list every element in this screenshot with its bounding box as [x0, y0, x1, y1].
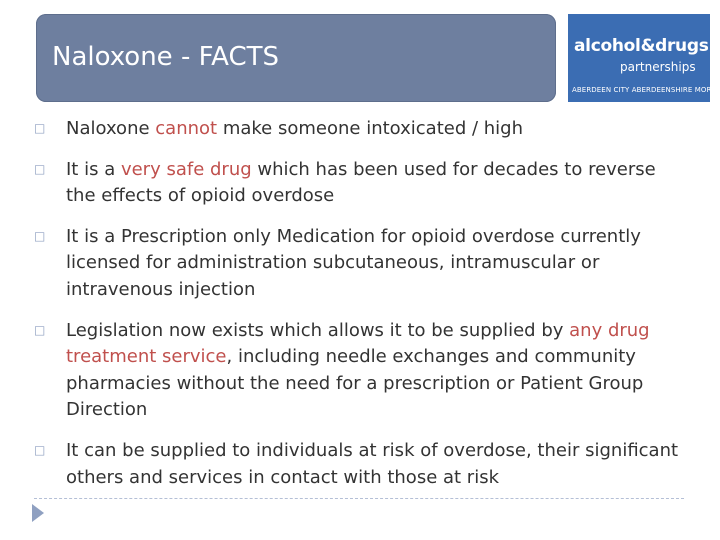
logo-sub-text: partnerships: [620, 60, 696, 74]
bullet-text: It is a: [66, 158, 121, 180]
slide-title: Naloxone - FACTS: [52, 42, 280, 72]
bullet-item: [34, 318, 684, 424]
bullet-item: [34, 116, 684, 143]
bullet-highlight: very safe drug: [120, 158, 252, 180]
square-bullet-icon: □: [34, 228, 46, 243]
bullet-text: , including needle exchanges and community pharmacies without the need for a prescription or Patient Group Direction: [66, 346, 644, 421]
title-bar: [36, 14, 556, 102]
triangle-right-icon[interactable]: [32, 504, 44, 522]
logo-main-text: alcohol&drugs: [574, 36, 709, 56]
bullet-text: Naloxone: [66, 118, 156, 139]
bullet-item: [34, 157, 684, 210]
bullet-text: Legislation now exists which allows it to be supplied by: [66, 319, 570, 341]
bullet-item: [34, 438, 684, 491]
bullet-text: It can be supplied to individuals at risk of overdose, their significant others and services in contact with those at risk: [66, 439, 679, 488]
square-bullet-icon: □: [34, 322, 46, 337]
bullet-item: [34, 224, 684, 304]
square-bullet-icon: □: [34, 442, 46, 457]
square-bullet-icon: □: [34, 121, 46, 135]
footer-divider: [34, 498, 684, 499]
bullet-list: [34, 116, 684, 505]
bullet-text: make someone intoxicated / high: [217, 118, 524, 139]
bullet-text: It is a Prescription only Medication for opioid overdose currently licensed for administration subcutaneous, intramuscular or intravenous injection: [66, 225, 641, 300]
partner-logo: [568, 14, 720, 102]
bullet-text: which has been used for decades to reverse the effects of opioid overdose: [66, 158, 656, 207]
logo-foot-text: ABERDEEN CITY ABERDEENSHIRE MORAY: [572, 86, 720, 94]
bullet-highlight: cannot: [155, 118, 218, 139]
square-bullet-icon: □: [34, 161, 46, 176]
bullet-highlight: any drug treatment service: [66, 319, 650, 368]
